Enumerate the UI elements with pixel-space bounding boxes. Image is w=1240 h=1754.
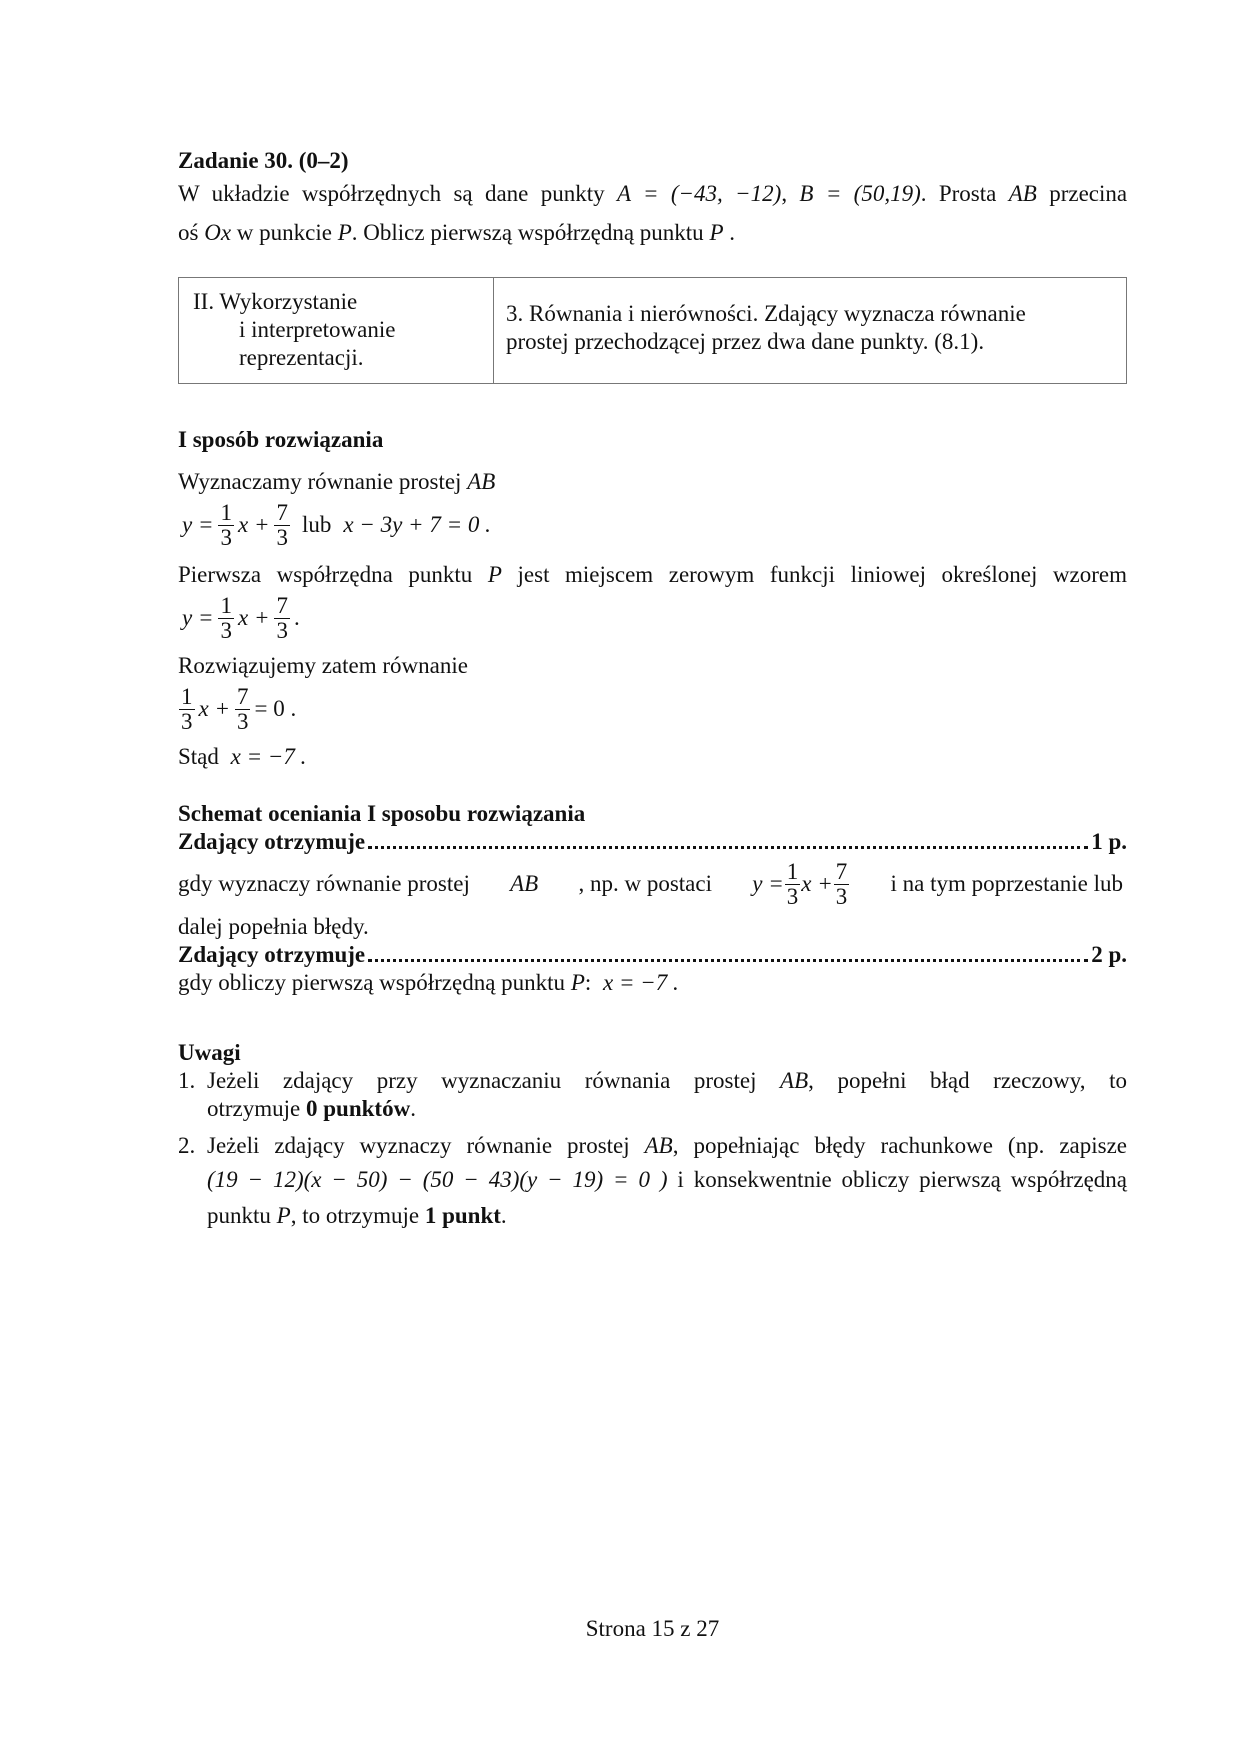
requirement-detailed (494, 278, 1127, 384)
fraction (834, 860, 850, 909)
scoring-points: 1 p. (1091, 829, 1127, 854)
scoring-row-2-desc (178, 969, 1127, 997)
solution-line-2 (178, 561, 1127, 589)
remark-emphasis: 1 punkt (424, 1203, 501, 1228)
dot-leader (368, 959, 1088, 962)
solution-text: Stąd (178, 744, 219, 769)
equation-part: y = (182, 605, 214, 630)
solution-line-1 (178, 468, 1127, 496)
solution-text: jest miejscem zerowym funkcji liniowej określonej wzorem (517, 562, 1128, 587)
point-p: P (570, 970, 585, 995)
denominator: 3 (220, 617, 232, 643)
result-equation: x = −7 . (603, 970, 679, 995)
scoring-label: Zdający otrzymuje (178, 942, 366, 967)
line-ab: AB (510, 871, 539, 896)
scoring-text: i na tym poprzestanie lub (890, 871, 1123, 896)
solution-line-3: Rozwiązujemy zatem równanie (178, 653, 468, 678)
fraction (274, 501, 290, 550)
remark-equation: (19 − 12)(x − 50) − (50 − 43)(y − 19) = 0 ) (207, 1167, 668, 1192)
requirements-table (178, 277, 1127, 384)
remark-text: , to otrzymuje (290, 1203, 420, 1228)
equation-part: y = (182, 512, 214, 537)
remark-text (207, 1132, 1127, 1230)
remark-item-2 (178, 1132, 1127, 1230)
denominator: 3 (835, 883, 848, 909)
equation-part: x − 3y + 7 = 0 . (343, 512, 491, 537)
axis-ox: Ox (204, 220, 232, 245)
equation-3 (178, 680, 1127, 738)
requirement-general (179, 278, 494, 384)
remark-text: . (410, 1096, 416, 1121)
remark-text: punktu (207, 1203, 271, 1228)
remark-item-1 (178, 1067, 1127, 1123)
point-p: P (487, 562, 502, 587)
denominator: 3 (786, 883, 799, 909)
point-b: B = (50,19) (799, 181, 921, 206)
requirement-text: i interpretowanie (239, 317, 396, 342)
remark-text: , popełni błąd rzeczowy, to (808, 1068, 1127, 1093)
requirement-text: reprezentacji. (239, 345, 364, 370)
numerator: 7 (276, 499, 288, 525)
equation-1 (178, 496, 1127, 554)
line-ab: AB (1008, 181, 1037, 206)
denominator: 3 (220, 524, 232, 550)
denominator: 3 (276, 617, 288, 643)
fraction (179, 685, 195, 734)
scoring-points: 2 p. (1091, 942, 1127, 967)
numerator: 1 (786, 858, 799, 884)
dot-leader (368, 846, 1088, 849)
scoring-row-1-desc (178, 855, 1127, 913)
task-text: . Prosta (920, 181, 997, 206)
task-text: W układzie współrzędnych są dane punkty (178, 181, 605, 206)
fraction (218, 501, 234, 550)
numerator: 1 (181, 683, 193, 709)
fraction (785, 860, 801, 909)
scoring-row-1-desc-2: dalej popełnia błędy. (178, 914, 369, 939)
fraction (218, 594, 234, 643)
remark-text (207, 1067, 1127, 1123)
remark-line (207, 1067, 1127, 1095)
remark-line (207, 1166, 1127, 1194)
remarks-heading: Uwagi (178, 1040, 241, 1065)
remark-text: Jeżeli zdający przy wyznaczaniu równania prostej (207, 1068, 757, 1093)
requirement-text: prostej przechodzącej przez dwa dane punkty. (8.1). (506, 329, 985, 354)
line-ab: AB (644, 1133, 673, 1158)
scoring-row-1 (178, 828, 1127, 856)
remark-line (207, 1095, 1127, 1123)
requirement-text: II. Wykorzystanie (193, 289, 358, 314)
result-equation: x = −7 . (230, 744, 307, 769)
equation-2 (178, 589, 1127, 647)
point-p: P (337, 220, 352, 245)
point-p: P (709, 220, 724, 245)
numerator: 7 (835, 858, 848, 884)
requirement-text: 3. Równania i nierówności. Zdający wyznacza równanie (506, 301, 1026, 326)
task-text: przecina (1049, 181, 1128, 206)
remark-text: , popełniając błędy rachunkowe (np. zapisze (672, 1133, 1127, 1158)
task-text: . (729, 220, 735, 245)
scoring-heading: Schemat oceniania I sposobu rozwiązania (178, 801, 586, 826)
task-line-1: W układzie współrzędnych są dane punkty A = (−43, −12), B = (50,19). Prosta AB przecina (178, 181, 1128, 206)
equation-part: . (293, 605, 300, 630)
fraction (235, 685, 251, 734)
fraction (274, 594, 290, 643)
solution-text: Pierwsza współrzędna punktu (178, 562, 473, 587)
task-title: Zadanie 30. (0–2) (178, 148, 349, 173)
solution-result (178, 743, 1127, 771)
remark-text: . (500, 1203, 507, 1228)
scoring-row-2 (178, 941, 1127, 969)
numerator: 7 (236, 683, 249, 709)
equation-part: x + (801, 871, 833, 896)
remark-number: 2. (178, 1133, 196, 1158)
equation-part: = 0 . (254, 696, 297, 721)
equation-part: x + (198, 696, 230, 721)
remark-text: Jeżeli zdający wyznaczy równanie prostej (207, 1133, 630, 1158)
point-p: P (276, 1203, 291, 1228)
equation-part: x + (237, 512, 270, 537)
denominator: 3 (181, 708, 193, 734)
equation-part: lub (301, 512, 332, 537)
scoring-text: gdy wyznaczy równanie prostej (178, 871, 470, 896)
task-text: oś (178, 220, 199, 245)
solution-text: Wyznaczamy równanie prostej (178, 469, 462, 494)
numerator: 1 (220, 592, 232, 618)
remark-line (207, 1132, 1127, 1160)
point-a: A = (−43, −12) (617, 181, 782, 206)
scoring-text: gdy obliczy pierwszą współrzędną punktu (178, 970, 566, 995)
scoring-label: Zdający otrzymuje (178, 829, 366, 854)
numerator: 1 (220, 499, 232, 525)
task-text: w punkcie (236, 220, 332, 245)
line-ab: AB (780, 1068, 809, 1093)
equation-part: x + (237, 605, 270, 630)
remark-text: i konsekwentnie obliczy pierwszą współrzędną (677, 1167, 1127, 1192)
remark-number: 1. (178, 1068, 196, 1093)
scoring-text: , np. w postaci (578, 871, 712, 896)
denominator: 3 (276, 524, 288, 550)
remark-text: otrzymuje (207, 1096, 301, 1121)
task-text: . Oblicz pierwszą współrzędną punktu (351, 220, 704, 245)
line-ab: AB (467, 469, 496, 494)
solution-heading: I sposób rozwiązania (178, 427, 384, 452)
task-line-2 (178, 219, 1127, 247)
remark-emphasis: 0 punktów (306, 1096, 411, 1121)
page-footer: Strona 15 z 27 (585, 1616, 720, 1641)
numerator: 7 (276, 592, 288, 618)
scoring-equation (752, 860, 850, 909)
equation-part: y = (752, 871, 784, 896)
denominator: 3 (236, 708, 249, 734)
scoring-text: : (584, 970, 592, 995)
remark-line (207, 1202, 1127, 1230)
